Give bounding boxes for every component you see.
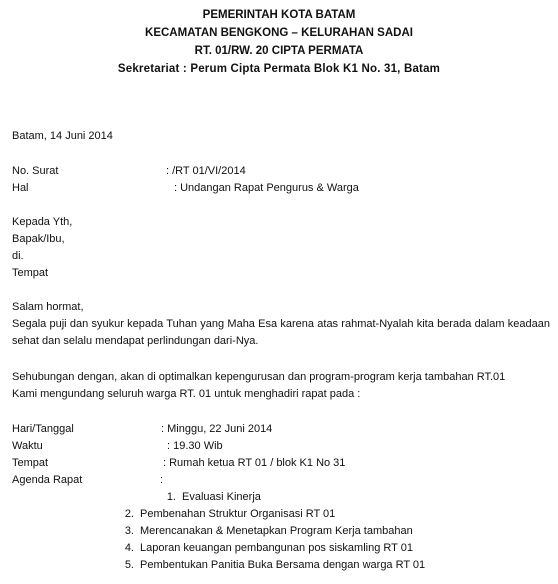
hal-value: : Undangan Rapat Pengurus & Warga <box>174 182 359 194</box>
recipient-line-2: Bapak/Ibu, <box>12 233 65 245</box>
agenda-item-number: 3. <box>124 525 134 537</box>
opening-paragraph: Segala puji dan syukur kepada Tuhan yang Maha Esa karena atas rahmat-Nyalah kita berada dalam keadaan sehat dan selalu mendapat perlindungan dari-Nya. <box>12 318 550 347</box>
agenda-item-number: 2. <box>124 508 134 520</box>
agenda-item <box>162 489 261 506</box>
no-surat-value: : /RT 01/VI/2014 <box>166 165 246 177</box>
hari-value: : Minggu, 22 Juni 2014 <box>161 423 273 435</box>
agenda-item-number: 5. <box>124 559 134 571</box>
recipient-line-1: Kepada Yth, <box>12 216 73 228</box>
invitation-line-2: Kami mengundang seluruh warga RT. 01 untuk menghadiri rapat pada : <box>12 388 361 400</box>
agenda-colon: : <box>160 474 164 486</box>
agenda-item-number: 1. <box>166 491 176 503</box>
waktu-value: : 19.30 Wib <box>167 440 223 452</box>
letterhead <box>0 6 558 78</box>
tempat-label: Tempat <box>12 457 49 469</box>
recipient-line-3: di. <box>12 250 24 262</box>
agenda-item-text: Merencanakan & Menetapkan Program Kerja tambahan <box>140 525 413 537</box>
letterhead-district: KECAMATAN BENGKONG – KELURAHAN SADAI <box>145 27 413 39</box>
letter-date: Batam, 14 Juni 2014 <box>12 130 113 142</box>
agenda-item <box>120 540 413 557</box>
agenda-label: Agenda Rapat <box>12 474 83 486</box>
tempat-value: : Rumah ketua RT 01 / blok K1 No 31 <box>163 457 346 469</box>
agenda-item-text: Pembentukan Panitia Buka Bersama dengan warga RT 01 <box>140 559 426 571</box>
invitation-line-1: Sehubungan dengan, akan di optimalkan kepengurusan dan program-program kerja tambahan RT.01 <box>12 371 506 383</box>
letterhead-secretariat: Sekretariat : Perum Cipta Permata Blok K1 No. 31, Batam <box>117 63 441 75</box>
waktu-label: Waktu <box>12 440 43 452</box>
hari-label: Hari/Tanggal <box>12 423 74 435</box>
agenda-item-number: 4. <box>124 542 134 554</box>
recipient-line-4: Tempat <box>12 267 49 279</box>
agenda-item-text: Evaluasi Kinerja <box>182 491 261 503</box>
agenda-item-text: Laporan keuangan pembangunan pos siskamling RT 01 <box>140 542 413 554</box>
hal-label: Hal <box>12 182 29 194</box>
agenda-item <box>120 557 425 574</box>
no-surat-label: No. Surat <box>12 165 59 177</box>
letterhead-rt-rw: RT. 01/RW. 20 CIPTA PERMATA <box>194 45 364 57</box>
agenda-item-text: Pembenahan Struktur Organisasi RT 01 <box>140 508 336 520</box>
letterhead-government: PEMERINTAH KOTA BATAM <box>202 9 356 21</box>
agenda-item <box>120 523 413 540</box>
greeting: Salam hormat, <box>12 301 84 313</box>
agenda-item <box>120 506 335 523</box>
